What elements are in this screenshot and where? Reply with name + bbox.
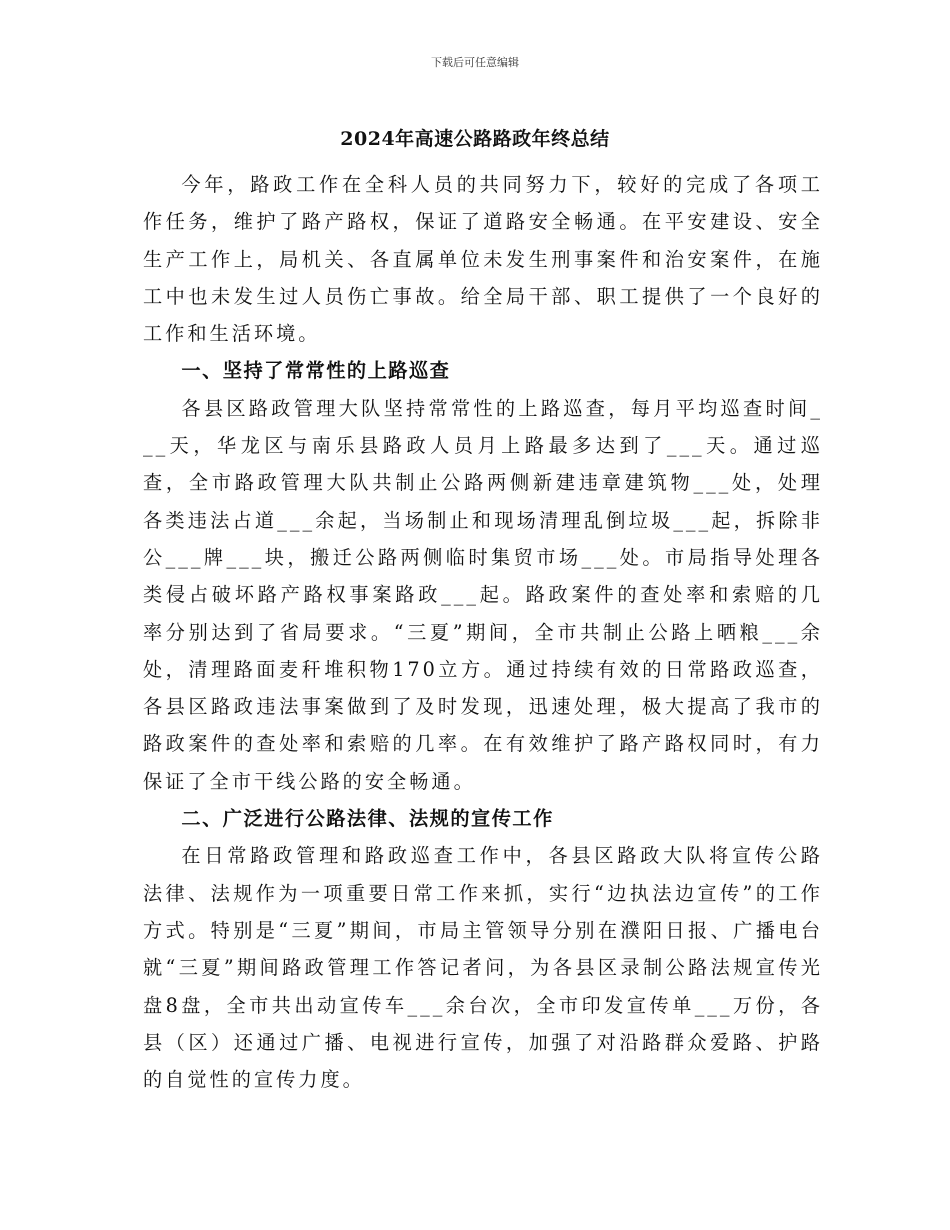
document-body [143, 166, 823, 1098]
intro-paragraph: 今年，路政工作在全科人员的共同努力下，较好的完成了各项工作任务，维护了路产路权，保证了道路安全畅通。在平安建设、安全生产工作上，局机关、各直属单位未发生刑事案件和治安案件，在施工中也未发生过人员伤亡事故。给全局干部、职工提供了一个良好的工作和生活环境。 [143, 173, 823, 346]
page-header-note: 下载后可任意编辑 [431, 56, 519, 69]
section-heading-publicity: 二、广泛进行公路法律、法规的宣传工作 [181, 807, 554, 831]
section-body-publicity: 在日常路政管理和路政巡查工作中，各县区路政大队将宣传公路法律、法规作为一项重要日常工作来抓，实行“边执法边宣传”的工作方式。特别是“三夏”期间，市局主管领导分别在濮阳日报、广播电台就“三夏”期间路政管理工作答记者问，为各县区录制公路法规宣传光盘8盘，全市共出动宣传车___余台次，全市印发宣传单___万份，各县（区）还通过广播、电视进行宣传，加强了对沿路群众爱路、护路的自觉性的宣传力度。 [143, 844, 823, 1092]
section-body-patrol: 各县区路政管理大队坚持常常性的上路巡查，每月平均巡查时间___天，华龙区与南乐县路政人员月上路最多达到了___天。通过巡查，全市路政管理大队共制止公路两侧新建违章建筑物___处，处理各类违法占道___余起，当场制止和现场清理乱倒垃圾___起，拆除非公___牌___块，搬迁公路两侧临时集贸市场___处。市局指导处理各类侵占破坏路产路权事案路政___起。路政案件的查处率和索赔的几率分别达到了省局要求。“三夏”期间，全市共制止公路上晒粮___余处，清理路面麦秆堆积物170立方。通过持续有效的日常路政巡查，各县区路政违法事案做到了及时发现，迅速处理，极大提高了我市的路政案件的查处率和索赔的几率。在有效维护了路产路权同时，有力保证了全市干线公路的安全畅通。 [143, 396, 823, 793]
section-heading-patrol: 一、坚持了常常性的上路巡查 [181, 359, 451, 383]
document-title: 2024年高速公路路政年终总结 [340, 128, 610, 150]
